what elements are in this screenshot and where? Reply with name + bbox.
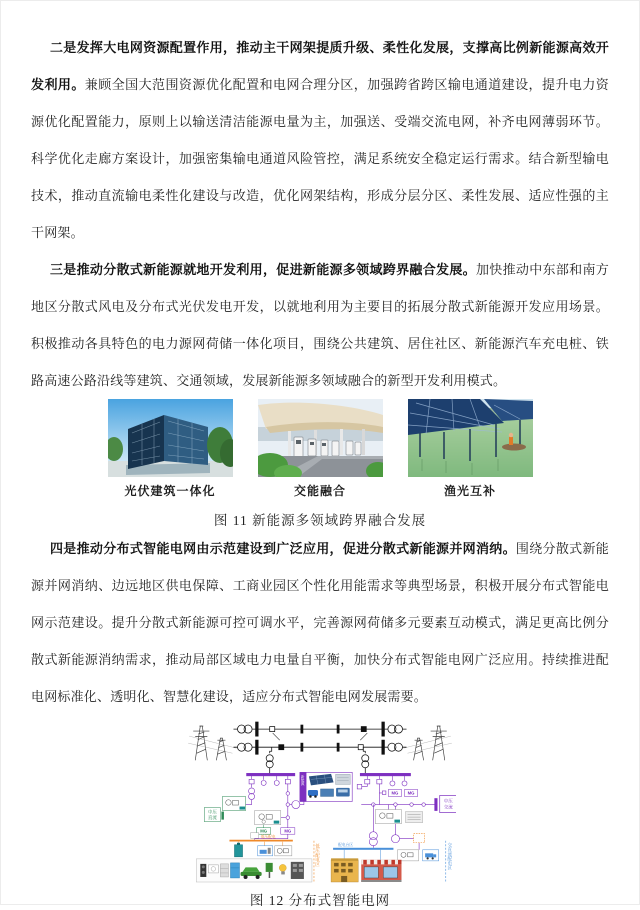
- mv-dc-label-1: 中压: [207, 809, 217, 815]
- transmission-towers-right-icon: [404, 726, 452, 760]
- photo-pv-building-integration: [108, 399, 233, 477]
- station-bus-label: 配电台区: [338, 842, 354, 847]
- lv-orange-zone: [196, 833, 320, 882]
- figure12-diagram: [31, 716, 609, 883]
- charging-station-illustration: [258, 399, 383, 477]
- mv-ac-label-2: 交流: [443, 804, 453, 810]
- paragraph-1-body: 兼顾全国大范围资源优化配置和电网合理分区，加强跨省跨区输电通道建设，提升电力资源优化配置能力，原则上以输送清洁能源电量为主，加强送、受端交流电网，补齐电网薄弱环节。科学优化走廊方案设计，加强密集输电通道风险管控，满足系统安全稳定运行需求。结合新型输电技术，推动直流输电柔性化建设与改造，优化网架结构，形成分层分区、柔性发展、适应性强的主干网架。: [31, 77, 609, 240]
- mv-dc-label-2: 直流: [207, 815, 217, 821]
- photo-transport-energy-fusion: [258, 399, 383, 477]
- left-microgrid-cluster: [204, 796, 295, 834]
- figure11-caption: 图 11 新能源多领域跨界融合发展: [213, 513, 427, 528]
- figure12-caption: 图 12 分布式智能电网: [249, 893, 391, 908]
- collage-strip-label: 新能源: [301, 774, 306, 786]
- paragraph-distributed-energy: [31, 251, 609, 399]
- zone-orange-label: 低压配电区: [315, 843, 321, 867]
- fishery-solar-illustration: [408, 399, 533, 477]
- paragraph-grid-allocation: [31, 29, 609, 251]
- new-energy-collage: [300, 772, 352, 801]
- paragraph-2-body: 加快推动中东部和南方地区分散式风电及分布式光伏发电开发，以就地利用为主要目的拓展分散式新能源开发应用场景。积极推动各具特色的电力源网荷储一体化项目，围绕公共建筑、居住社区、新能源汽车充电桩、铁路高速公路沿线等建筑、交通领域，发展新能源多领域融合的新型开发利用模式。: [31, 262, 609, 388]
- transmission-towers-left-icon: [188, 726, 236, 760]
- paragraph-3-lead: 四是推动分布式智能电网由示范建设到广泛应用，促进分散式新能源并网消纳。: [50, 541, 516, 556]
- page-content: [1, 1, 639, 910]
- right-microgrid-cluster: [375, 789, 456, 860]
- mg-label-purple: MG: [284, 828, 292, 834]
- mv-ac-label-1: 中压: [443, 798, 453, 804]
- smart-grid-diagram: [184, 716, 456, 883]
- zone-blue-label: 交直流配电区: [447, 842, 453, 870]
- figure11-photo-labels: [31, 482, 609, 499]
- mg-label-green: MG: [260, 828, 268, 834]
- photo-label-transport: 交能融合: [293, 484, 346, 498]
- photo-label-fishery: 渔光互补: [443, 484, 496, 498]
- paragraph-3-body: 围绕分散式新能源并网消纳、边远地区供电保障、工商业园区个性化用能需求等典型场景，积极开展分布式智能电网示范建设。提升分散式新能源可控可调水平，完善源网荷储多元要素互动模式，满足更高比例分散式新能源消纳需求，推动局部区域电力电量自平衡，加快分布式智能电网广泛应用。持续推进配电网标准化、透明化、智慧化建设，适应分布式智能电网发展需要。: [31, 541, 609, 704]
- mg-label-right-2: MG: [407, 790, 415, 796]
- mg-label-right-1: MG: [391, 790, 399, 796]
- hv-transmission-circuit: [233, 722, 406, 773]
- paragraph-1-lead: 二是发挥大电网资源配置作用，推动主干网架提质升级、柔性化发展，支撑高比例新能源高效开发利用。: [31, 40, 609, 92]
- figure11-photos: [31, 399, 609, 477]
- paragraph-smart-grid: [31, 530, 609, 715]
- pv-building-illustration: [108, 399, 233, 477]
- lv-bus-label: 低压配电: [260, 835, 276, 840]
- photo-fishery-solar: [408, 399, 533, 477]
- photo-label-pv-building: 光伏建筑一体化: [124, 484, 216, 498]
- paragraph-2-lead: 三是推动分散式新能源就地开发利用，促进新能源多领域跨界融合发展。: [50, 262, 476, 277]
- station-blue-zone: [331, 841, 453, 882]
